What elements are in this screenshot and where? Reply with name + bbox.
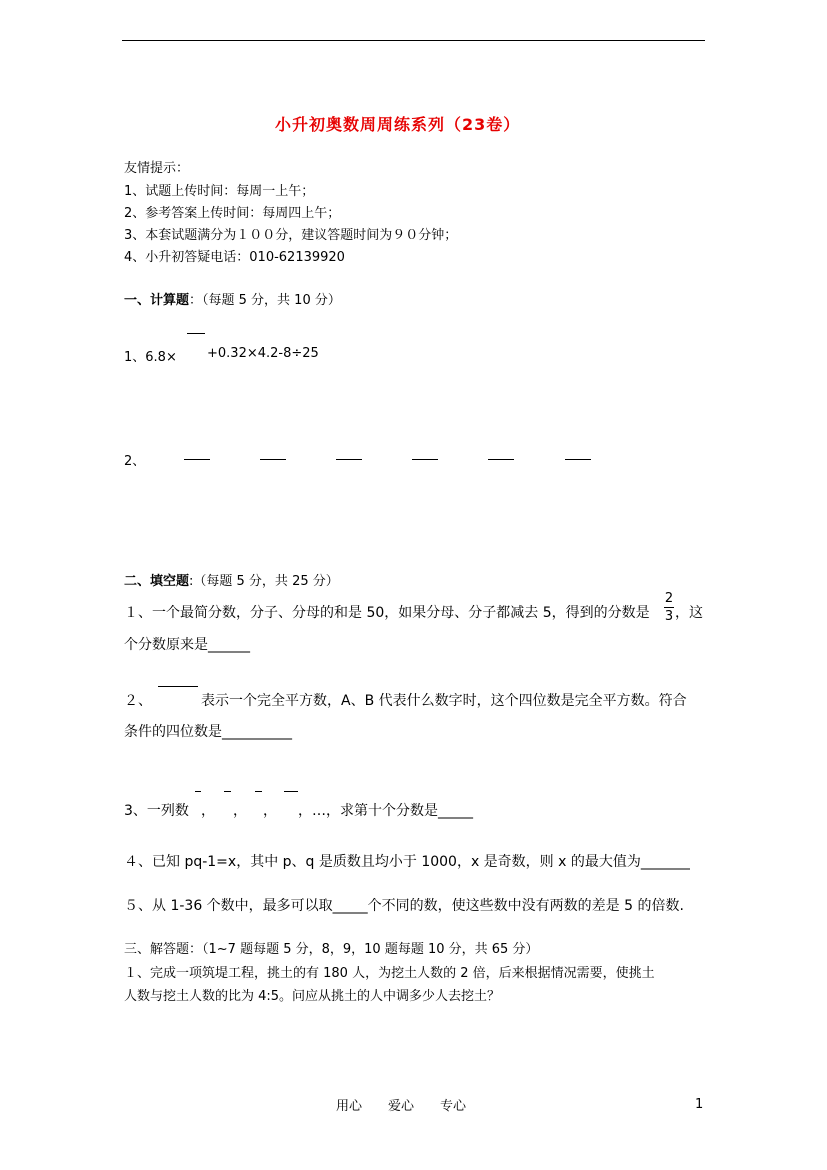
footer-slogan-item: 用心 [336, 1099, 363, 1114]
footer-slogan-item: 专心 [440, 1099, 467, 1114]
fraction-bar [664, 607, 674, 608]
section1-heading: 一、计算题 [124, 293, 190, 308]
tip-item: 3、本套试题满分为１００分，建议答题时间为９０分钟； [124, 228, 458, 243]
calc-q1-rest: +0.32×4.2-8÷25 [207, 346, 319, 361]
fraction-numerator: 2 [664, 591, 674, 606]
fraction-bar [255, 791, 262, 792]
fraction-bar [565, 459, 591, 460]
tips-heading: 友情提示： [124, 161, 190, 176]
solve-q1-line2: 人数与挖土人数的比为 4:5。问应从挑土的人中调多少人去挖土？ [124, 989, 501, 1004]
fill-q2-line1: 表示一个完全平方数，A、B 代表什么数字时，这个四位数是完全平方数。符合 [201, 693, 687, 709]
page-title: 小升初奥数周周练系列（23卷） [275, 115, 521, 134]
fill-q5: ５、从 1-36 个数中，最多可以取_____个不同的数，使这些数中没有两数的差是 5 的倍数. [124, 898, 684, 914]
fill-q4: ４、已知 pq-1=x，其中 p、q 是质数且均小于 1000，x 是奇数，则 x 的最大值为_______ [124, 854, 690, 870]
fraction-bar [260, 459, 286, 460]
overline [158, 686, 198, 687]
section2-note: :（每题 5 分，共 25 分） [189, 574, 339, 589]
fraction-bar [195, 791, 201, 792]
section2-header [124, 570, 339, 589]
fill-q3-sep: ， [233, 803, 247, 819]
section3-heading: 三、解答题：（1~7 题每题 5 分，8，9，10 题每题 10 分，共 65 分） [124, 942, 539, 957]
footer-slogan [336, 1095, 466, 1114]
calc-q2-prefix: 2、 [124, 454, 146, 469]
tip-item: 1、试题上传时间：每周一上午； [124, 184, 315, 199]
page-number: 1 [695, 1097, 704, 1112]
section1-header [124, 289, 341, 308]
fraction-bar [284, 791, 298, 792]
fill-q1-line1: １、一个最简分数，分子、分母的和是 50，如果分母、分子都减去 5，得到的分数是 [124, 605, 650, 621]
fill-q3-prefix: 3、一列数 [124, 803, 189, 819]
fraction-bar [412, 459, 438, 460]
fraction-bar [187, 333, 205, 334]
footer-slogan-item: 爱心 [388, 1099, 415, 1114]
fraction-bar [488, 459, 514, 460]
section1-note: ：（每题 5 分，共 10 分） [189, 293, 341, 308]
section2-heading: 二、填空题 [124, 574, 190, 589]
tip-item: 4、小升初答疑电话：010-62139920 [124, 250, 345, 265]
header-rule [122, 40, 705, 41]
fill-q1-line2: 个分数原来是______ [124, 637, 250, 653]
solve-q1-line1: １、完成一项筑堤工程，挑土的有 180 人，为挖土人数的 2 倍，后来根据情况需要，使挑土 [124, 966, 655, 981]
fill-q1-line1-end: ，这 [675, 605, 703, 621]
fraction-bar [336, 459, 362, 460]
fraction-bar [184, 459, 210, 460]
calc-q1-prefix: 1、6.8× [124, 350, 177, 365]
fill-q2-prefix: ２、 [124, 693, 152, 709]
fill-q3-tail: ，…，求第十个分数是_____ [298, 803, 473, 819]
fill-q3-sep: ， [263, 803, 277, 819]
fraction-denominator: 3 [664, 609, 674, 624]
fraction-bar [224, 791, 231, 792]
tip-item: 2、参考答案上传时间：每周四上午； [124, 206, 341, 221]
fill-q2-line2: 条件的四位数是__________ [124, 724, 292, 740]
fill-q3-sep: ， [201, 803, 215, 819]
